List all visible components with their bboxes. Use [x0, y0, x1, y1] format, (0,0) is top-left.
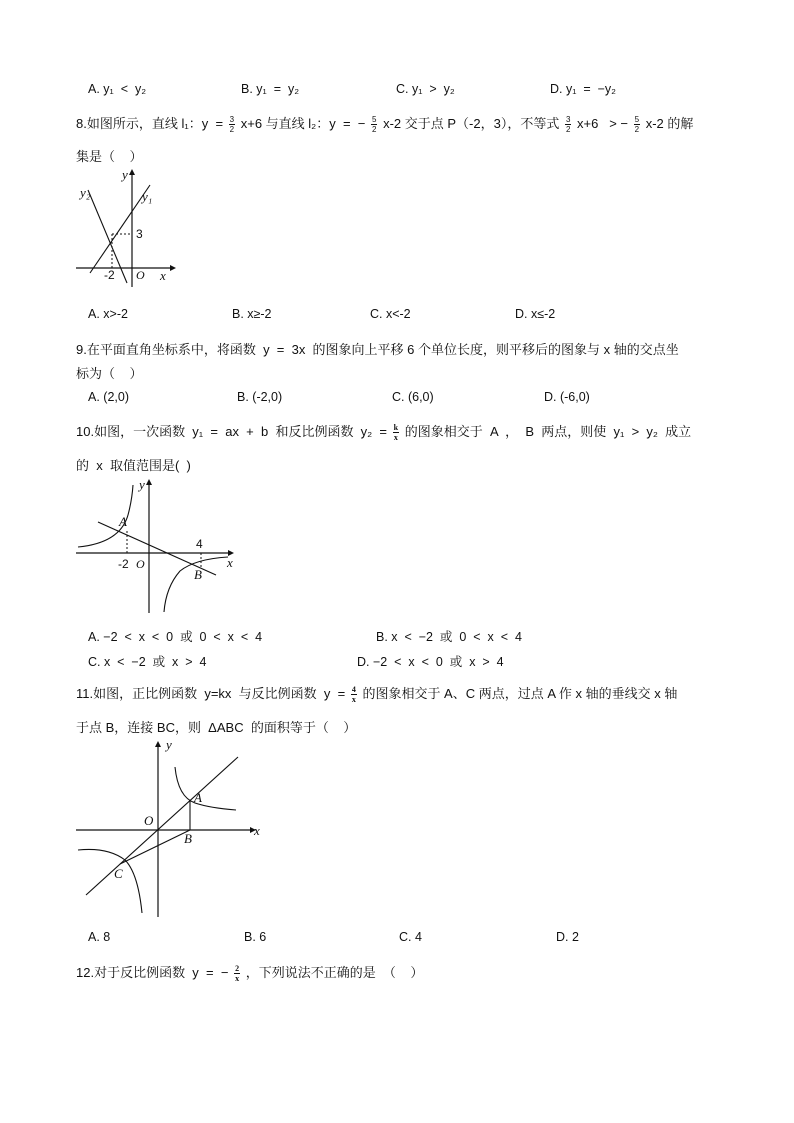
q7-option-c: C. y₁ > y₂	[396, 82, 455, 96]
q10-label-b: B	[194, 567, 202, 582]
q9-option-d: D. (-6,0)	[544, 390, 590, 404]
q8-stem-line2: 集是（ ）	[76, 149, 143, 164]
q9-stem-line1: 9.在平面直角坐标系中，将函数 y = 3x 的图象向上平移 6 个单位长度，则平移后的图象与 x 轴的交点坐	[76, 342, 679, 357]
q10-y-arrow	[146, 479, 152, 485]
q8-option-a: A. x>-2	[88, 307, 128, 321]
q8-fraction-2: $\frac{5}{2}$	[372, 115, 377, 135]
q8-text-2: x+6 与直线 l₂：y = −	[240, 116, 366, 131]
q10-text-1: 10.如图，一次函数 y₁ = ax + b 和反比例函数 y₂ =	[76, 424, 388, 439]
q8-option-c: C. x<-2	[370, 307, 411, 321]
q10-hyperbola-right	[164, 557, 228, 612]
q11-segment-bc	[120, 830, 190, 864]
q8-label-y1: y₁	[142, 189, 153, 204]
q9-stem-line2: 标为（ ）	[76, 366, 143, 381]
q8-label-origin: O	[136, 268, 145, 282]
q11-text-2: 的图象相交于 A、C 两点，过点 A 作 x 轴的垂线交 x 轴	[362, 686, 678, 701]
q10-option-b: B. x < −2 或 0 < x < 4	[376, 630, 522, 644]
q11-stem-line2: 于点 B，连接 BC，则 ΔABC 的面积等于（ ）	[76, 720, 357, 735]
q9-option-b: B. (-2,0)	[237, 390, 283, 404]
q8-label-y2: y₂	[80, 185, 91, 200]
q9-option-c: C. (6,0)	[392, 390, 434, 404]
q11-label-x: x	[254, 823, 260, 838]
q12-stem	[76, 962, 423, 983]
q8-fraction-3: $\frac{3}{2}$	[565, 115, 571, 135]
q11-hyperbola-right	[175, 767, 236, 810]
q8-text-4: x+6 > −	[577, 116, 628, 131]
q7-option-a: A. y₁ < y₂	[88, 82, 147, 96]
q7-option-d: D. y₁ = −y₂	[550, 82, 617, 96]
q11-option-b: B. 6	[244, 930, 267, 944]
q8-text-3: x-2 交于点 P（-2，3），不等式	[383, 116, 560, 131]
q11-stem-line1	[76, 683, 677, 704]
q8-label-y: y	[122, 167, 128, 182]
q11-label-b: B	[184, 831, 192, 846]
q11-fraction: $\frac{4}{x}$	[351, 685, 356, 705]
q10-label-a: A	[119, 514, 127, 529]
q8-fraction-1: $\frac{3}{2}$	[229, 115, 235, 135]
q10-label-4: 4	[196, 537, 203, 551]
q11-label-y: y	[166, 737, 172, 752]
q8-option-d: D. x≤-2	[515, 307, 556, 321]
q11-y-arrow	[155, 741, 161, 747]
q7-option-b: B. y₁ = y₂	[241, 82, 300, 96]
q11-line-ykx	[86, 757, 238, 895]
q10-option-a: A. −2 < x < 0 或 0 < x < 4	[88, 630, 263, 644]
q8-label-x: x	[160, 268, 166, 283]
q8-label-neg2: -2	[104, 268, 115, 282]
q10-text-2: 的图象相交于 A ， B 两点，则使 y₁ > y₂ 成立	[404, 424, 692, 439]
q10-option-c: C. x < −2 或 x > 4	[88, 655, 207, 669]
q11-label-a: A	[194, 790, 202, 805]
q12-text-2: ，下列说法不正确的是 （ ）	[245, 965, 424, 980]
q8-x-arrow	[170, 265, 176, 271]
q10-fraction: $\frac{k}{x}$	[393, 423, 399, 443]
q8-y-arrow	[129, 169, 135, 175]
q10-label-y: y	[139, 477, 145, 492]
q10-label-origin: O	[136, 557, 145, 571]
q9-option-a: A. (2,0)	[88, 390, 129, 404]
q12-text-1: 12.对于反比例函数 y = −	[76, 965, 229, 980]
q8-option-b: B. x≥-2	[232, 307, 272, 321]
q10-stem-line1	[76, 421, 691, 442]
q11-option-d: D. 2	[556, 930, 579, 944]
q10-stem-line2: 的 x 取值范围是( )	[76, 458, 191, 473]
q11-label-c: C	[114, 866, 123, 881]
q10-figure	[70, 475, 245, 615]
q8-text-1: 8.如图所示，直线 l₁：y =	[76, 116, 224, 131]
q10-label-neg2: -2	[118, 557, 129, 571]
q11-text-1: 11.如图，正比例函数 y=kx 与反比例函数 y =	[76, 686, 346, 701]
q11-hyperbola-left	[78, 849, 142, 913]
q8-stem-line1	[76, 113, 693, 134]
q10-label-x: x	[227, 555, 233, 570]
q8-figure	[70, 165, 180, 290]
q11-label-origin: O	[144, 813, 154, 828]
q8-fraction-4: $\frac{5}{2}$	[634, 115, 640, 135]
q12-fraction: $\frac{2}{x}$	[235, 964, 240, 984]
q11-figure	[70, 735, 270, 920]
q11-option-a: A. 8	[88, 930, 111, 944]
q8-text-5: x-2 的解	[645, 116, 694, 131]
q8-label-3: 3	[136, 227, 143, 241]
q10-option-d: D. −2 < x < 0 或 x > 4	[357, 655, 504, 669]
q11-option-c: C. 4	[399, 930, 422, 944]
